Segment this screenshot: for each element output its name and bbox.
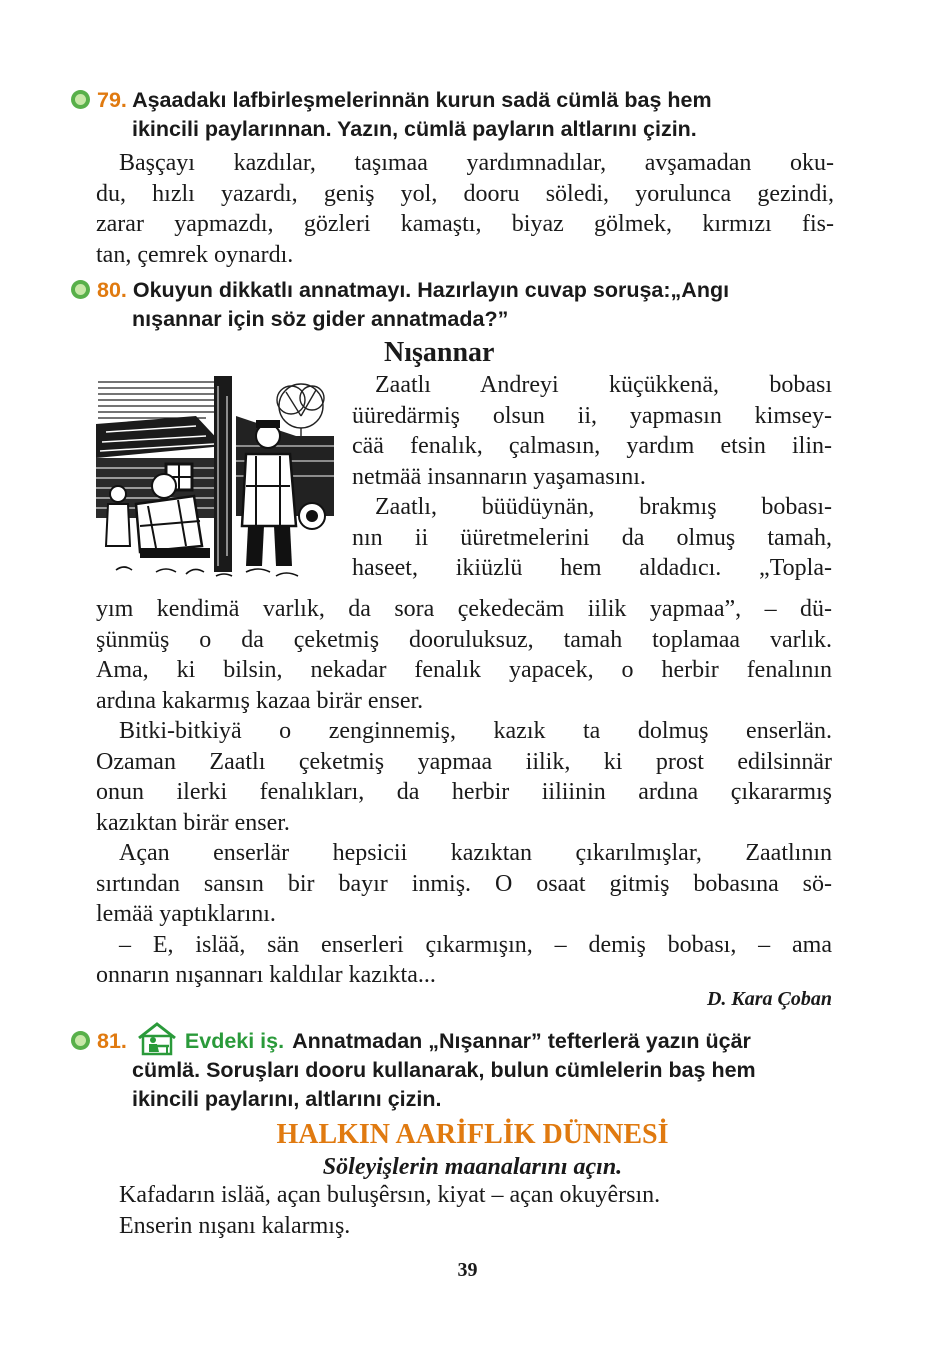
exercise-79-text — [96, 148, 834, 270]
text-line: Başçayı kazdılar, taşımaa yardımnadılar, avşamadan oku- — [119, 150, 834, 176]
text-line: nın ii üüretmelerini da olmuş tamah, — [352, 524, 832, 551]
text-line: Zaatlı, büüdüynän, brakmış bobası- — [375, 494, 832, 520]
text-line: Zaatlı Andreyi küçükkenä, bobası — [375, 372, 832, 398]
task-instruction: Aşaadakı lafbirleşmelerinnän kurun sadä cümlä baş hem — [132, 88, 712, 112]
saying-line: Kafadarın isläă, açan buluşêrsın, kiyat – açan okuyêrsın. — [119, 1182, 661, 1208]
text-line: Açan enserlär hepsicii kazıktan çıkarılmışlar, Zaatlının — [119, 840, 832, 866]
task-instruction-cont: ikincili paylarını, altlarını çizin. — [132, 1087, 442, 1111]
text-line: yım kendimä varlık, da sora çekedecäm iilik yapmaa”, – dü- — [96, 596, 832, 622]
homework-label: Evdeki iş. — [184, 1029, 285, 1053]
text-line: cää fenalık, çalmasın, yardım etsin ilin- — [352, 433, 832, 459]
task-instruction-cont: ikincili paylarınnan. Yazın, cümlä payların altlarını çizin. — [132, 117, 697, 141]
text-line: ardına kakarmış kazaa birär enser. — [96, 687, 424, 714]
story-title: Nışannar — [384, 337, 495, 368]
green-bullet-icon — [70, 89, 91, 110]
text-line: Ozaman Zaatlı çeketmiş yapmaa iilik, ki prost edilsinnär — [96, 748, 832, 775]
text-line: lemää yaptıklarını. — [96, 901, 276, 927]
task-instruction: Annatmadan „Nışannar” tefterlerä yazın üçär — [292, 1029, 751, 1053]
task-79 — [70, 86, 850, 144]
text-line: onun ilerki fenalıkları, da herbir iiliinin ardına çıkararmış — [96, 779, 832, 805]
text-line: zarar yapmazdı, gözleri kamaştı, biyaz gölmek, kırmızı fis- — [96, 211, 834, 237]
page-number: 39 — [457, 1259, 478, 1281]
task-instruction: Okuyun dikkatlı annatmayı. Hazırlayın cuvap soruşa:„Angı — [132, 278, 730, 302]
house-desk-icon — [137, 1022, 177, 1056]
task-81 — [70, 1022, 850, 1114]
text-line: şünmüş o da çeketmiş dooruluksuz, tamah toplamaa varlık. — [96, 626, 832, 653]
section-heading: HALKIN AARİFLİK DÜNNESİ — [276, 1119, 669, 1150]
text-line: sırtından sansın bir bayır inmiş. O osaat gitmiş bobasına sö- — [96, 870, 832, 897]
task-number: 80. — [97, 278, 127, 302]
story-body-wrapped — [352, 370, 832, 584]
text-line: üüredärmiş olsun ii, yapmasın kimsey- — [352, 402, 832, 429]
task-instruction-cont: cümlä. Soruşları dooru kullanarak, bulun cümlelerin baş hem — [132, 1058, 756, 1082]
woodcut-illustration — [96, 376, 334, 582]
story-body — [96, 594, 832, 991]
text-line: Ama, ki bilsin, nekadar fenalık yapacek, o herbir fenalının — [96, 657, 832, 683]
text-line: kazıktan birär enser. — [96, 809, 290, 836]
text-line: netmää insannarın yaşamasını. — [352, 463, 646, 490]
section-subheading: Söleyişlerin maanalarını açın. — [322, 1154, 623, 1180]
task-instruction-cont: nışannar için söz gider annatmada?” — [132, 307, 509, 331]
text-line: onnarın nışannarı kaldılar kazıkta... — [96, 962, 436, 988]
green-bullet-icon — [70, 1030, 91, 1051]
sayings — [119, 1180, 839, 1241]
task-number: 79. — [97, 88, 127, 112]
task-number: 81. — [97, 1029, 127, 1053]
saying-line: Enserin nışanı kalarmış. — [119, 1212, 351, 1239]
green-bullet-icon — [70, 279, 91, 300]
text-line: haseet, ikiüzlü hem aldadıcı. „Topla- — [352, 555, 832, 581]
text-line: Bitki-bitkiyä o zenginnemiş, kazık ta dolmuş enserlän. — [119, 718, 832, 744]
text-line: du, hızlı yazardı, geniş yol, dooru söledi, yorulunca gezindi, — [96, 180, 834, 207]
task-80 — [70, 276, 850, 334]
text-line: tan, çemrek oynardı. — [96, 241, 294, 268]
text-line: – E, isläă, sän enserleri çıkarmışın, – demiş bobası, – ama — [119, 931, 832, 958]
story-author: D. Kara Çoban — [706, 988, 832, 1010]
